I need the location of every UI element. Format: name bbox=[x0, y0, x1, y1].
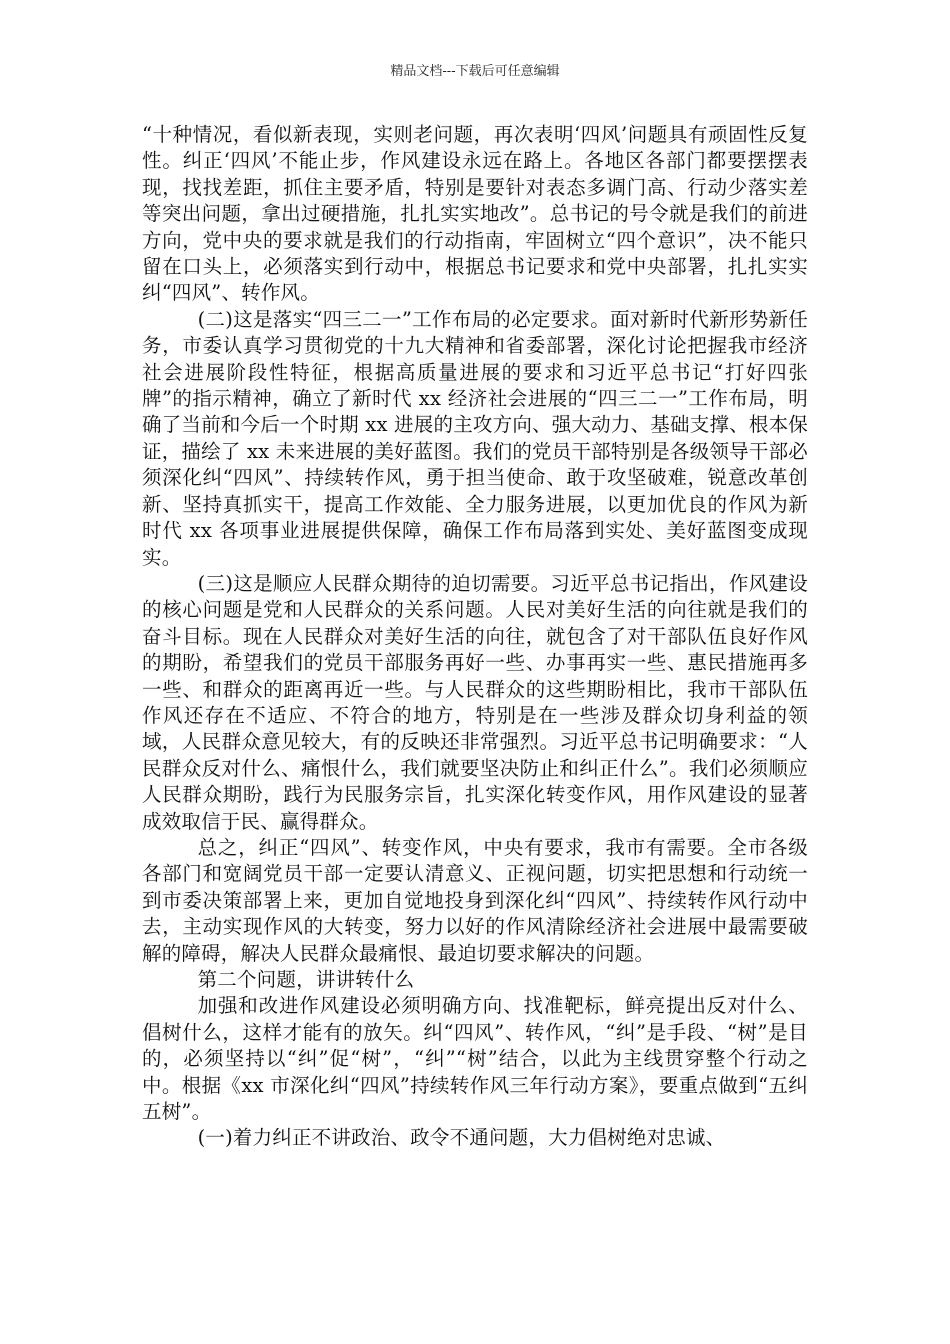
paragraph-item-one: (一)着力纠正不讲政治、政令不通问题，大力倡树绝对忠诚、 bbox=[197, 1126, 726, 1150]
paragraph-continuation: “十种情况，看似新表现，实则老问题，再次表明‘四风’问题具有顽固性反复性。纠正‘四风’不能止步，作风建设永远在路上。各地区各部门都要摆摆表现，找找差距，抓住主要矛盾，特别是要针对表态多调门高、行动少落实差等突出问题，拿出过硬措施，扎扎实实地改”。总书记的号令就是我们的前进方向，党中央的要求就是我们的行动指南，牢固树立“四个意识”，决不能只留在口头上，必须落实到行动中，根据总书记要求和党中央部署，扎扎实实纠“四风”、转作风。 bbox=[142, 123, 808, 305]
paragraph-section-two: (二)这是落实“四三二一”工作布局的必定要求。面对新时代新形势新任务，市委认真学习贯彻党的十九大精神和省委部署，深化讨论把握我市经济社会进展阶段性特征，根据高质量进展的要求和习近平总书记“打好四张牌”的指示精神，确立了新时代 xx 经济社会进展的“四三二一”工作布局，明确了当前和今后一个时期 xx 进展的主攻方向、强大动力、基础支撑、根本保证，描绘了 xx 未来进展的美好蓝图。我们的党员干部特别是各级领导干部必须深化纠“四风”、持续转作风，勇于担当使命、敢于攻坚破难，锐意改革创新、坚持真抓实干，提高工作效能、全力服务进展，以更加优良的作风为新时代 xx 各项事业进展提供保障，确保工作布局落到实处、美好蓝图变成现实。 bbox=[142, 307, 808, 569]
paragraph-summary: 总之，纠正“四风”、转变作风，中央有要求，我市有需要。全市各级各部门和宽阔党员干部一定要认清意义、正视问题，切实把思想和行动统一到市委决策部署上来，更加自觉地投身到深化纠“四风”、持续转作风行动中去，主动实现作风的大转变，努力以好的作风清除经济社会进展中最需要破解的障碍，解决人民群众最痛恨、最迫切要求解决的问题。 bbox=[142, 835, 808, 965]
document-body bbox=[142, 122, 808, 1152]
paragraph-intro: 加强和改进作风建设必须明确方向、找准靶标，鲜亮提出反对什么、倡树什么，这样才能有的放矢。纠“四风”、转作风，“纠”是手段、“树”是目的，必须坚持以“纠”促“树”，“纠”“树”结合，以此为主线贯穿整个行动之中。根据《xx 市深化纠“四风”持续转作风三年行动方案》，要重点做到“五纠五树”。 bbox=[142, 994, 808, 1124]
section-heading: 第二个问题，讲讲转什么 bbox=[197, 968, 415, 991]
page-header: 精品文档---下载后可任意编辑 bbox=[390, 64, 560, 79]
paragraph-section-three: (三)这是顺应人民群众期待的迫切需要。习近平总书记指出，作风建设的核心问题是党和人民群众的关系问题。人民对美好生活的向往就是我们的奋斗目标。现在人民群众对美好生活的向往，就包含了对干部队伍良好作风的期盼，希望我们的党员干部服务再好一些、办事再实一些、惠民措施再多一些、和群众的距离再近一些。与人民群众的这些期盼相比，我市干部队伍作风还存在不适应、不符合的地方，特别是在一些涉及群众切身利益的领域，人民群众意见较大，有的反映还非常强烈。习近平总书记明确要求：“人民群众反对什么、痛恨什么，我们就要坚决防止和纠正什么”。我们必须顺应人民群众期盼，践行为民服务宗旨，扎实深化转变作风，用作风建设的显著成效取信于民、赢得群众。 bbox=[142, 571, 808, 833]
